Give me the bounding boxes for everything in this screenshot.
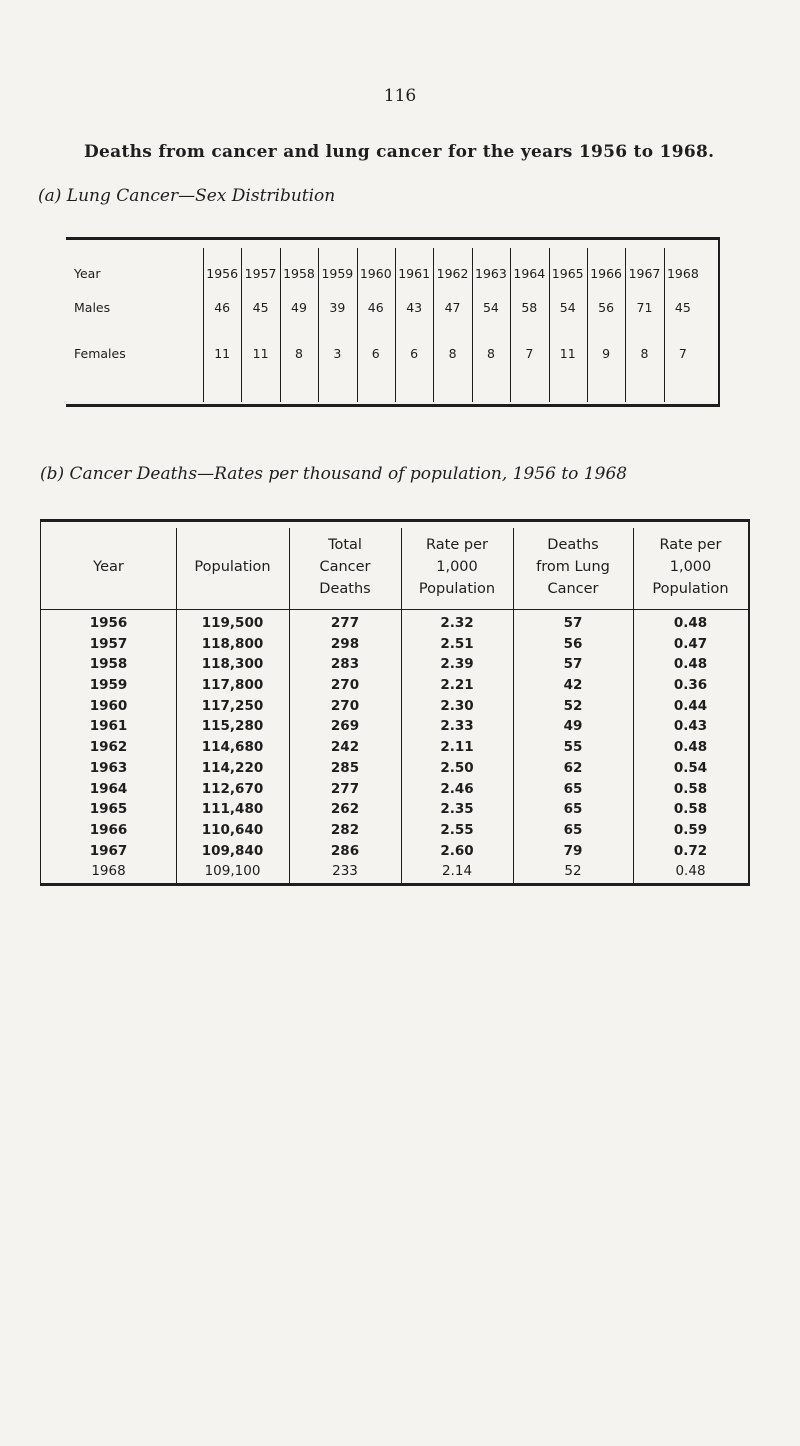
year-cell: 1962 bbox=[436, 266, 469, 281]
males-cell: 46 bbox=[214, 300, 231, 315]
table-cell: 0.48 bbox=[675, 863, 706, 880]
column-divider bbox=[472, 248, 473, 402]
table-cell: 1966 bbox=[89, 821, 128, 838]
table-cell: 2.39 bbox=[440, 656, 474, 673]
table-cell: 55 bbox=[563, 739, 583, 756]
females-cell: 7 bbox=[525, 346, 534, 361]
table-cell: 2.60 bbox=[440, 842, 474, 859]
column-header-line: 1,000 bbox=[669, 558, 712, 575]
column-divider bbox=[357, 248, 358, 402]
column-divider bbox=[625, 248, 626, 402]
table-cell: 112,670 bbox=[201, 780, 264, 797]
table-cell: 2.50 bbox=[440, 759, 474, 776]
females-cell: 7 bbox=[678, 346, 687, 361]
column-divider bbox=[318, 248, 319, 402]
table-cell: 270 bbox=[330, 677, 360, 694]
females-cell: 11 bbox=[559, 346, 576, 361]
males-cell: 39 bbox=[329, 300, 346, 315]
table-cell: 277 bbox=[330, 615, 360, 631]
table-cell: 57 bbox=[563, 656, 583, 673]
table-cell: 65 bbox=[563, 821, 583, 838]
table-cell: 242 bbox=[330, 739, 360, 756]
table-cell: 110,640 bbox=[201, 821, 264, 838]
column-divider bbox=[241, 248, 242, 402]
table-cell: 42 bbox=[563, 677, 583, 694]
section-a-heading: (a) Lung Cancer—Sex Distribution bbox=[38, 186, 336, 206]
column-divider bbox=[549, 248, 550, 402]
males-cell: 43 bbox=[406, 300, 423, 315]
table-cell: 0.58 bbox=[673, 801, 708, 818]
table-cell: 56 bbox=[563, 635, 583, 652]
table-cell: 0.36 bbox=[673, 677, 708, 694]
table-cell: 1965 bbox=[89, 801, 128, 818]
table-cell: 282 bbox=[330, 821, 360, 838]
table-cell: 2.30 bbox=[440, 697, 474, 714]
table-cell: 119,500 bbox=[201, 615, 264, 631]
table-cell: 1958 bbox=[89, 656, 128, 673]
year-cell: 1956 bbox=[206, 266, 239, 281]
row-label-females: Females bbox=[74, 346, 126, 361]
year-cell: 1957 bbox=[244, 266, 277, 281]
table-cell: 52 bbox=[563, 697, 583, 714]
males-cell: 46 bbox=[367, 300, 384, 315]
males-cell: 54 bbox=[482, 300, 499, 315]
table-cell: 65 bbox=[563, 801, 583, 818]
year-cell: 1967 bbox=[628, 266, 661, 281]
table-cell: 270 bbox=[330, 697, 360, 714]
females-cell: 6 bbox=[410, 346, 419, 361]
column-divider bbox=[587, 248, 588, 402]
year-cell: 1966 bbox=[590, 266, 622, 281]
table-cell: 0.54 bbox=[673, 759, 708, 776]
column-header-line: Rate per bbox=[426, 536, 488, 553]
table-cell: 0.48 bbox=[673, 656, 708, 673]
table-cell: 0.43 bbox=[673, 718, 708, 735]
table-row bbox=[41, 820, 748, 841]
table-row bbox=[41, 675, 748, 696]
column-header-line: Deaths bbox=[547, 536, 599, 553]
table-row bbox=[41, 799, 748, 820]
year-cell: 1960 bbox=[359, 266, 392, 281]
table-cell: 111,480 bbox=[201, 801, 264, 818]
table-cell: 0.44 bbox=[673, 697, 708, 714]
column-header-line: Rate per bbox=[659, 536, 722, 553]
table-cell: 2.14 bbox=[441, 863, 473, 880]
table-cell: 1959 bbox=[89, 677, 128, 694]
table-cell: 269 bbox=[330, 718, 360, 735]
year-cell: 1965 bbox=[551, 266, 584, 281]
table-cell: 79 bbox=[563, 842, 583, 859]
table-row bbox=[41, 758, 748, 779]
column-header-line: Total bbox=[328, 536, 362, 553]
year-cell: 1963 bbox=[475, 266, 507, 281]
column-header-line: Population bbox=[194, 558, 271, 575]
females-cell: 8 bbox=[486, 346, 495, 361]
table-cell: 1963 bbox=[89, 759, 128, 776]
table-cell: 118,300 bbox=[201, 656, 264, 673]
column-header bbox=[633, 522, 748, 609]
table-cell: 109,840 bbox=[201, 842, 264, 859]
table-cell: 285 bbox=[330, 759, 360, 776]
lung-cancer-sex-table bbox=[66, 237, 720, 407]
year-cell: 1958 bbox=[283, 266, 315, 281]
column-divider bbox=[664, 248, 665, 402]
column-divider bbox=[280, 248, 281, 402]
page-title: Deaths from cancer and lung cancer for the years 1956 to 1968. bbox=[84, 142, 715, 162]
males-cell: 45 bbox=[252, 300, 269, 315]
cancer-deaths-rates-table bbox=[40, 519, 750, 886]
table-row bbox=[41, 716, 748, 737]
table-row bbox=[41, 634, 748, 655]
table-cell: 109,100 bbox=[204, 863, 261, 880]
row-label-year: Year bbox=[74, 266, 101, 281]
table-cell: 0.48 bbox=[673, 739, 708, 756]
table-row bbox=[41, 696, 748, 717]
table-cell: 0.48 bbox=[673, 615, 708, 631]
table-cell: 0.59 bbox=[673, 821, 708, 838]
table-cell: 117,800 bbox=[201, 677, 264, 694]
column-header-line: Deaths bbox=[319, 580, 371, 597]
column-divider bbox=[203, 248, 204, 402]
females-cell: 3 bbox=[333, 346, 342, 361]
column-header-line: 1,000 bbox=[436, 558, 478, 575]
column-header bbox=[401, 522, 513, 609]
table-cell: 62 bbox=[563, 759, 583, 776]
table-cell: 57 bbox=[563, 615, 583, 631]
table-row-year bbox=[66, 266, 718, 281]
table-cell: 2.21 bbox=[440, 677, 474, 694]
table-cell: 2.46 bbox=[440, 780, 474, 797]
table-row bbox=[41, 737, 748, 758]
table-cell: 0.58 bbox=[673, 780, 708, 797]
table-header-row bbox=[41, 522, 748, 610]
year-cell: 1968 bbox=[666, 266, 699, 281]
column-header-line: Population bbox=[652, 580, 729, 597]
table-cell: 114,680 bbox=[201, 739, 264, 756]
table-cell: 2.51 bbox=[440, 635, 474, 652]
row-label-males: Males bbox=[74, 300, 111, 315]
table-row-females bbox=[66, 346, 718, 361]
females-cell: 8 bbox=[448, 346, 457, 361]
table-cell: 115,280 bbox=[201, 718, 264, 735]
table-cell: 2.33 bbox=[440, 718, 474, 735]
column-divider bbox=[395, 248, 396, 402]
females-cell: 11 bbox=[214, 346, 231, 361]
page-number: 116 bbox=[383, 86, 417, 106]
table-body bbox=[41, 613, 748, 882]
males-cell: 45 bbox=[674, 300, 691, 315]
table-cell: 286 bbox=[330, 842, 360, 859]
females-cell: 11 bbox=[252, 346, 269, 361]
year-cell: 1961 bbox=[398, 266, 431, 281]
males-cell: 49 bbox=[291, 300, 307, 315]
column-header-line: Cancer bbox=[319, 558, 371, 575]
table-cell: 233 bbox=[332, 863, 358, 880]
column-divider bbox=[289, 528, 290, 883]
column-divider bbox=[510, 248, 511, 402]
table-cell: 1961 bbox=[89, 718, 128, 735]
males-cell: 56 bbox=[598, 300, 615, 315]
column-header-line: from Lung bbox=[536, 558, 610, 575]
table-cell: 1962 bbox=[89, 739, 128, 756]
table-row bbox=[41, 613, 748, 634]
table-cell: 0.72 bbox=[673, 842, 708, 859]
table-cell: 2.35 bbox=[440, 801, 474, 818]
column-header-line: Year bbox=[93, 558, 124, 575]
column-header-line: Population bbox=[418, 580, 496, 597]
column-header bbox=[513, 522, 633, 609]
table-cell: 262 bbox=[330, 801, 360, 818]
column-header-line: Cancer bbox=[547, 580, 599, 597]
column-divider bbox=[433, 248, 434, 402]
table-cell: 65 bbox=[563, 780, 583, 797]
year-cell: 1959 bbox=[321, 266, 354, 281]
table-cell: 277 bbox=[330, 780, 360, 797]
table-cell: 1957 bbox=[89, 635, 128, 652]
males-cell: 58 bbox=[521, 300, 538, 315]
table-row bbox=[41, 841, 748, 862]
column-divider bbox=[176, 528, 177, 883]
table-cell: 117,250 bbox=[201, 697, 264, 714]
table-cell: 52 bbox=[564, 863, 582, 880]
table-cell: 2.11 bbox=[440, 739, 474, 756]
females-cell: 8 bbox=[640, 346, 649, 361]
column-divider bbox=[401, 528, 402, 883]
females-cell: 9 bbox=[602, 346, 611, 361]
table-cell: 1964 bbox=[89, 780, 128, 797]
males-cell: 54 bbox=[559, 300, 576, 315]
table-cell: 118,800 bbox=[201, 635, 264, 652]
table-cell: 2.32 bbox=[440, 615, 474, 631]
table-cell: 1967 bbox=[89, 842, 128, 859]
table-cell: 49 bbox=[563, 718, 583, 735]
table-row-males bbox=[66, 300, 718, 315]
table-cell: 1968 bbox=[91, 863, 126, 880]
column-header bbox=[41, 522, 176, 609]
table-cell: 283 bbox=[330, 656, 360, 673]
column-divider bbox=[513, 528, 514, 883]
table-row bbox=[41, 779, 748, 800]
column-header bbox=[176, 522, 289, 609]
section-b-heading: (b) Cancer Deaths—Rates per thousand of population, 1956 to 1968 bbox=[40, 464, 628, 484]
table-row bbox=[41, 861, 748, 882]
column-divider bbox=[633, 528, 634, 883]
table-cell: 1960 bbox=[89, 697, 128, 714]
table-cell: 298 bbox=[330, 635, 360, 652]
females-cell: 6 bbox=[371, 346, 380, 361]
table-cell: 114,220 bbox=[201, 759, 264, 776]
year-cell: 1964 bbox=[513, 266, 546, 281]
table-row bbox=[41, 654, 748, 675]
males-cell: 47 bbox=[444, 300, 461, 315]
table-cell: 0.47 bbox=[673, 635, 708, 652]
males-cell: 71 bbox=[636, 300, 653, 315]
females-cell: 8 bbox=[295, 346, 303, 361]
column-header bbox=[289, 522, 401, 609]
table-cell: 2.55 bbox=[440, 821, 474, 838]
table-cell: 1956 bbox=[89, 615, 128, 631]
